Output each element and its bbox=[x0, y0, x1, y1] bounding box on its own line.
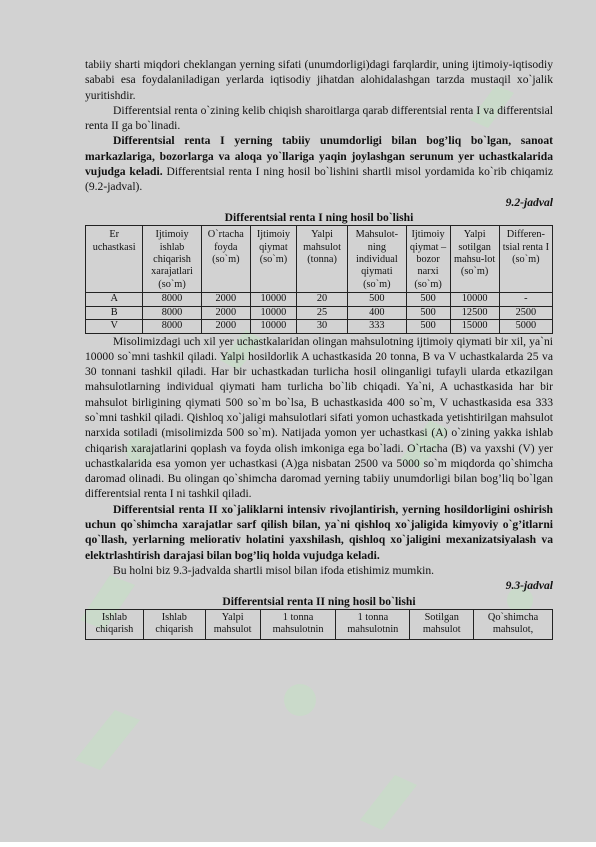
table-header: Sotilgan mahsulot bbox=[410, 609, 474, 639]
table-cell: 500 bbox=[406, 306, 450, 319]
table-header: Differen-tsial renta I (so`m) bbox=[499, 226, 552, 293]
table-cell: 400 bbox=[348, 306, 406, 319]
table-cell: 10000 bbox=[250, 306, 296, 319]
table-header: Yalpi mahsulot (tonna) bbox=[296, 226, 347, 293]
table-header: Qo`shimcha mahsulot, bbox=[474, 609, 553, 639]
paragraph-3-bold: Differentsial renta I yerning tabiiy unumdorligi bilan bog’liq bo`lgan, sanoat markazlariga, bozorlarga va aloqa yo`llariga yaqin joylashgan serunum yer uchastkalarida vujudga keladi. bbox=[85, 134, 553, 179]
table-header: Ijtimoiy qiymat (so`m) bbox=[250, 226, 296, 293]
table-row bbox=[86, 306, 553, 319]
table1-caption: Differentsial renta I ning hosil bo`lishi bbox=[224, 210, 414, 224]
table1-label: 9.2-jadval bbox=[505, 195, 553, 209]
paragraph-3-rest: Differentsial renta I ning hosil bo`lishini shartli misol yordamida ko`rib chiqamiz (9.2-jadval). bbox=[85, 165, 553, 194]
table-cell: 2000 bbox=[201, 293, 250, 306]
table-cell: 500 bbox=[348, 293, 406, 306]
table-header: Ishlab chiqarish bbox=[86, 609, 144, 639]
table-cell: 2000 bbox=[201, 306, 250, 319]
paragraph-1: tabiiy sharti miqdori cheklangan yerning sifati (unumdorligi)dagi farqlardir, uning ijtimoiy-iqtisodiy sababi esa foydalaniladigan yerlarda iqtisodiy jihatdan alohidalashgan tarzda mustaqil xo`jalik yuritishdir. bbox=[85, 58, 553, 102]
table-cell: 8000 bbox=[143, 293, 201, 306]
table-cell: 5000 bbox=[499, 320, 552, 333]
table-cell: 500 bbox=[406, 293, 450, 306]
table-cell: B bbox=[86, 306, 143, 319]
table2-label: 9.3-jadval bbox=[505, 579, 553, 593]
table-header: Ishlab chiqarish bbox=[143, 609, 205, 639]
table-cell: 8000 bbox=[143, 306, 201, 319]
table-header: Mahsulot-ning individual qiymati (so`m) bbox=[348, 226, 406, 293]
table-cell: V bbox=[86, 320, 143, 333]
table-header-row bbox=[86, 226, 553, 293]
paragraph-5: Differentsial renta II xo`jaliklarni intensiv rivojlantirish, yerning hosildorligini oshirish uchun qo`shimcha xarajatlar sarf qilish bilan, ya`ni qishloq xo`jaligida kimyoviy o`g’itlarni qo`llash, yerlarning meliorativ holatini yaxshilash, qishloq xo`jaligini mexanizatsiyalash va elektrlashtirish darajasi bilan bog’liq holda vujudga keladi. bbox=[85, 502, 553, 562]
table-cell: 10000 bbox=[250, 320, 296, 333]
table-cell: 10000 bbox=[450, 293, 499, 306]
table-cell: - bbox=[499, 293, 552, 306]
paragraph-4: Misolimizdagi uch xil yer uchastkalaridan olingan mahsulotning ijtimoiy qiymati bir xil, ya`ni 10000 so`mni tashkil qiladi. Yalpi hosildorlik A uchastkasida 20 tonna, B va V uchastkalarda 25 va 30 tonnani tashkil qiladi. Har bir uchastkadan turlicha hosil olinganligi tufayli ularda etkazilgan mahsulotlarning individual qiymati ham turlicha bo`lib chiqadi. Ya`ni, A uchastkasida har bir mahsulot birligining qiymati 500 so`m bo`lsa, B uchastkasida 400 so`m, V uchastkasida esa 333 so`mni tashkil qiladi. Qishloq xo`jaligi mahsulotlari sifati yomon uchastkada yetishtirilgan mahsulot narxida sotiladi (misolimizda 500 so`m). Natijada yomon yer uchastkasi (A) o`zining yakka ishlab chiqarish xarajatlarini qoplash va foyda olish imkoniga ega bo`ladi. O`rtacha (B) va yaxshi (V) yer uchastkalarida esa yomon yer uchastkasi (A)ga nisbatan 2500 va 5000 so`m miqdorda qo`shimcha daromad olinadi. Bu olingan qo`shimcha daromad yerning tabiiy unumdorligi bilan bog’liq bo`lgan differentsial renta I ni tashkil qiladi. bbox=[85, 334, 553, 501]
table-header: Er uchastkasi bbox=[86, 226, 143, 293]
table-header: Ijtimoiy qiymat – bozor narxi (so`m) bbox=[406, 226, 450, 293]
paragraph-3 bbox=[85, 133, 553, 194]
table-cell: 30 bbox=[296, 320, 347, 333]
table-cell: 10000 bbox=[250, 293, 296, 306]
paragraph-2: Differentsial renta o`zining kelib chiqish sharoitlarga qarab differentsial renta I va differentsial renta II ga bo`linadi. bbox=[85, 103, 553, 133]
table-header: O`rtacha foyda (so`m) bbox=[201, 226, 250, 293]
table-cell: A bbox=[86, 293, 143, 306]
table-cell: 8000 bbox=[143, 320, 201, 333]
table-row bbox=[86, 293, 553, 306]
table-cell: 500 bbox=[406, 320, 450, 333]
table-header: Yalpi sotilgan mahsu-lot (so`m) bbox=[450, 226, 499, 293]
table2-caption: Differentsial renta II ning hosil bo`lishi bbox=[222, 594, 416, 608]
document-body bbox=[85, 57, 553, 640]
table-row bbox=[86, 320, 553, 333]
table-renta-1 bbox=[85, 225, 553, 333]
table-header: Ijtimoiy ishlab chiqarish xarajatlari (so`m) bbox=[143, 226, 201, 293]
paragraph-6: Bu holni biz 9.3-jadvalda shartli misol bilan ifoda etishimiz mumkin. bbox=[113, 563, 435, 577]
table-cell: 25 bbox=[296, 306, 347, 319]
table-header: 1 tonna mahsulotnin bbox=[260, 609, 336, 639]
table-cell: 2000 bbox=[201, 320, 250, 333]
table-cell: 15000 bbox=[450, 320, 499, 333]
table-cell: 20 bbox=[296, 293, 347, 306]
table-header: Yalpi mahsulot bbox=[205, 609, 260, 639]
table-cell: 2500 bbox=[499, 306, 552, 319]
table-cell: 12500 bbox=[450, 306, 499, 319]
table-renta-2 bbox=[85, 609, 553, 640]
table-header-row bbox=[86, 609, 553, 639]
table-header: 1 tonna mahsulotnin bbox=[336, 609, 410, 639]
table-cell: 333 bbox=[348, 320, 406, 333]
